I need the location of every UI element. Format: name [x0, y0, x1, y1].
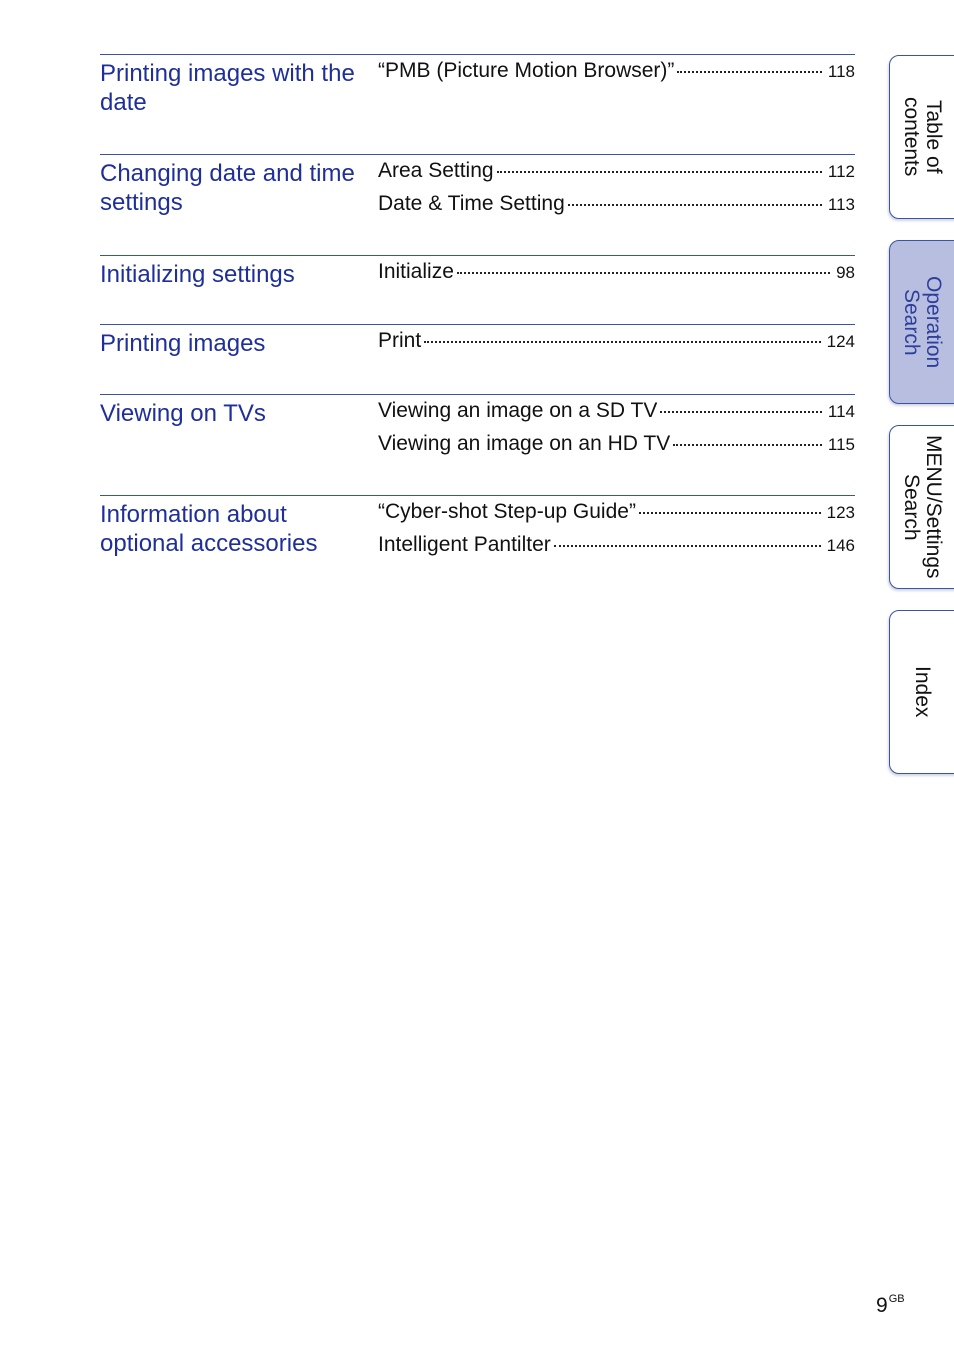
- tab-index[interactable]: [889, 610, 954, 774]
- page-number-suffix: GB: [888, 1293, 905, 1305]
- dot-leader: [554, 545, 821, 547]
- entry-list: [378, 399, 855, 465]
- section-optional-accessories: [100, 495, 855, 576]
- page-number-value: 9: [876, 1294, 888, 1317]
- entry-label: Intelligent Pantilter: [378, 533, 551, 556]
- dot-leader: [677, 71, 822, 73]
- dot-leader: [673, 444, 822, 446]
- entry-label: “PMB (Picture Motion Browser)”: [378, 59, 675, 82]
- topic-viewing-on-tvs[interactable]: Viewing on TVs: [100, 400, 266, 427]
- entry-page-number: 112: [827, 162, 855, 181]
- entry-label: Initialize: [378, 260, 454, 283]
- dot-leader: [424, 341, 820, 343]
- entry-view-sd-tv[interactable]: [378, 399, 855, 432]
- page-number: [876, 1293, 905, 1318]
- entry-label: Print: [378, 329, 422, 352]
- topic-optional-accessories[interactable]: Information about optional accessories: [100, 501, 318, 557]
- topic-printing-images-with-date[interactable]: Printing images with the date: [100, 60, 355, 116]
- entry-page-number: 114: [827, 402, 855, 421]
- entry-list: [378, 500, 855, 566]
- section-printing-images: [100, 324, 855, 395]
- topic-printing-images[interactable]: Printing images: [100, 330, 266, 357]
- entry-date-time-setting[interactable]: [378, 192, 855, 225]
- topic-changing-date-time-settings[interactable]: Changing date and time settings: [100, 160, 355, 216]
- entry-page-number: 98: [836, 263, 855, 282]
- section-viewing-on-tvs: [100, 394, 855, 496]
- entry-intelligent-pantilter[interactable]: [378, 533, 855, 566]
- entry-page-number: 146: [826, 536, 855, 555]
- entry-page-number: 123: [826, 503, 855, 522]
- dot-leader: [457, 272, 830, 274]
- tab-operation-search[interactable]: [889, 240, 954, 404]
- entry-print[interactable]: [378, 329, 855, 362]
- tab-label: Index: [911, 666, 934, 718]
- entry-page-number: 124: [826, 332, 855, 351]
- entry-pmb[interactable]: [378, 59, 855, 92]
- entry-list: [378, 159, 855, 225]
- section-printing-with-date: [100, 54, 855, 155]
- entry-label: “Cyber-shot Step-up Guide”: [378, 500, 636, 523]
- entry-label: Viewing an image on a SD TV: [378, 399, 658, 422]
- entry-initialize[interactable]: [378, 260, 855, 293]
- section-changing-date-time: [100, 154, 855, 255]
- entry-view-hd-tv[interactable]: [378, 432, 855, 465]
- dot-leader: [639, 512, 821, 514]
- dot-leader: [497, 171, 822, 173]
- tab-menu-settings-search[interactable]: [889, 425, 954, 589]
- tab-label: MENU/Settings Search: [900, 435, 945, 579]
- entry-area-setting[interactable]: [378, 159, 855, 192]
- entry-list: [378, 329, 855, 362]
- entry-list: [378, 59, 855, 92]
- entry-page-number: 115: [827, 435, 855, 454]
- tab-table-of-contents[interactable]: [889, 55, 954, 219]
- entry-page-number: 113: [827, 195, 855, 214]
- entry-page-number: 118: [827, 62, 855, 81]
- topic-initializing-settings[interactable]: Initializing settings: [100, 261, 295, 288]
- dot-leader: [660, 411, 822, 413]
- dot-leader: [568, 204, 822, 206]
- entry-list: [378, 260, 855, 293]
- entry-step-up-guide[interactable]: [378, 500, 855, 533]
- tab-label: Table of contents: [900, 97, 945, 177]
- tab-label: Operation Search: [900, 275, 945, 369]
- entry-label: Viewing an image on an HD TV: [378, 432, 671, 455]
- entry-label: Area Setting: [378, 159, 494, 182]
- entry-label: Date & Time Setting: [378, 192, 565, 215]
- section-initializing: [100, 255, 855, 325]
